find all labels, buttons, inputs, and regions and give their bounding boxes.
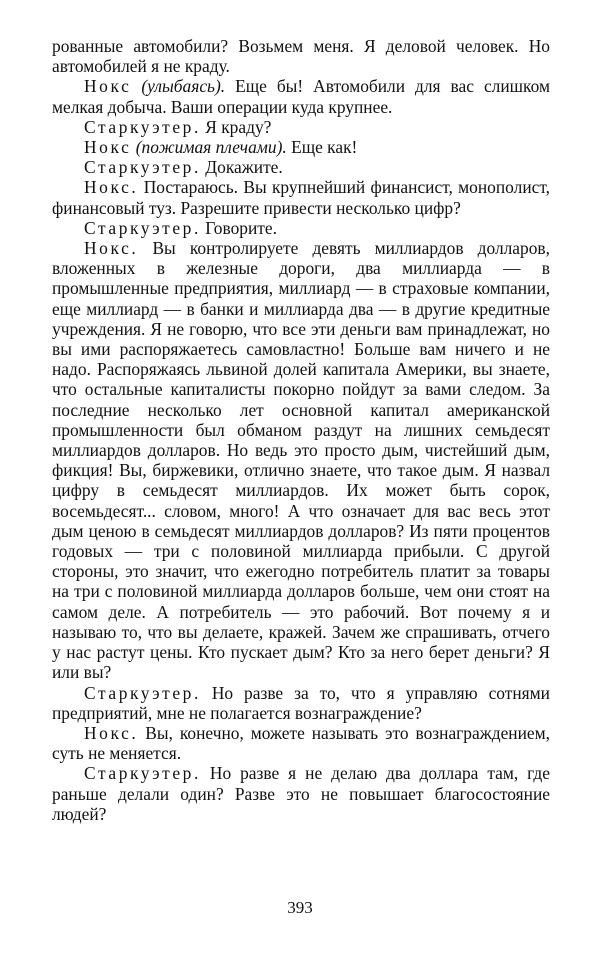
- speaker-name: Старкуэтер.: [84, 217, 201, 238]
- dialogue-text: Но разве за то, что я управляю сотнями предприятий, мне не полагается вознаграждение?: [52, 682, 550, 723]
- dialogue-line: [52, 117, 550, 137]
- dialogue-line: [52, 137, 550, 157]
- dialogue-text: Еще как!: [291, 137, 358, 158]
- paragraph-continuation: [52, 36, 550, 76]
- dialogue-line: [52, 763, 550, 824]
- speaker-name: Нокс: [84, 137, 132, 158]
- dialogue-line: [52, 238, 550, 682]
- dialogue-text: Но разве я не делаю два доллара там, где раньше делали один? Разве это не повышает благосостояние людей?: [52, 763, 550, 824]
- speaker-name: Старкуэтер.: [84, 116, 201, 137]
- dialogue-text: Вы контролируете девять миллиардов долларов, вложенных в железные дороги, два миллиарда — в промышленные предприятия, миллиард — в страховые компании, еще миллиард — в банки и миллиарда два — в другие кредитные учреждения. Я не говорю, что все эти деньги вам принадлежат, но вы ими распоряжаетесь самовластно! Больше вам ничего и не надо. Распоряжаясь львиной долей капитала Америки, вы знаете, что остальные капиталисты покорно пойдут за вами следом. За последние несколько лет основной капитал американской промышленности был обманом раздут на лишних семьдесят миллиардов долларов. Но ведь это просто дым, чистейший дым, фикция! Вы, биржевики, отлично знаете, что такое дым. Я назвал цифру в семьдесят миллиардов. Их может быть сорок, восемьдесят... словом, много! А что означает для вас весь этот дым ценою в семьдесят миллиардов долларов? Из пяти процентов годовых — три с половиной миллиарда прибыли. С другой стороны, это значит, что ежегодно потребитель платит за товары на три с половиной миллиарда долларов больше, чем они стоят на самом деле. А потребитель — это рабочий. Вот почему я и называю то, что вы делаете, кражей. Зачем же спрашивать, отчего у нас растут цены. Кто пускает дым? Кто за него берет деньги? Я или вы?: [52, 238, 550, 683]
- dialogue-line: [52, 683, 550, 723]
- dialogue-text: Постараюсь. Вы крупнейший финансист, монополист, финансовый туз. Разрешите привести несколько цифр?: [52, 177, 550, 218]
- dialogue-text: Докажите.: [205, 157, 283, 178]
- dialogue-line: [52, 157, 550, 177]
- stage-direction: (улыбаясь).: [141, 76, 226, 97]
- speaker-name: Старкуэтер.: [84, 157, 201, 178]
- paragraph-text: рованные автомобили? Возьмем меня. Я деловой человек. Но автомобилей я не краду.: [52, 36, 550, 77]
- dialogue-line: [52, 218, 550, 238]
- dialogue-text: Вы, конечно, можете называть это вознаграждением, суть не меняется.: [52, 722, 550, 764]
- speaker-name: Нокс: [84, 76, 132, 97]
- dialogue-line: [52, 76, 550, 116]
- stage-direction: (пожимая плечами).: [135, 137, 287, 158]
- speaker-name: Старкуэтер.: [84, 763, 201, 784]
- dialogue-text: Еще бы! Автомобили для вас слишком мелкая добыча. Ваши операции куда крупнее.: [52, 76, 550, 117]
- dialogue-text: Говорите.: [205, 217, 277, 238]
- speaker-name: Нокс.: [84, 722, 139, 743]
- page-number: 393: [287, 898, 313, 917]
- speaker-name: Старкуэтер.: [84, 682, 201, 703]
- speaker-name: Нокс.: [84, 177, 139, 198]
- book-page: [52, 36, 550, 936]
- dialogue-line: [52, 177, 550, 217]
- dialogue-line: [52, 723, 550, 763]
- dialogue-text: Я краду?: [205, 116, 272, 137]
- speaker-name: Нокс.: [84, 238, 139, 259]
